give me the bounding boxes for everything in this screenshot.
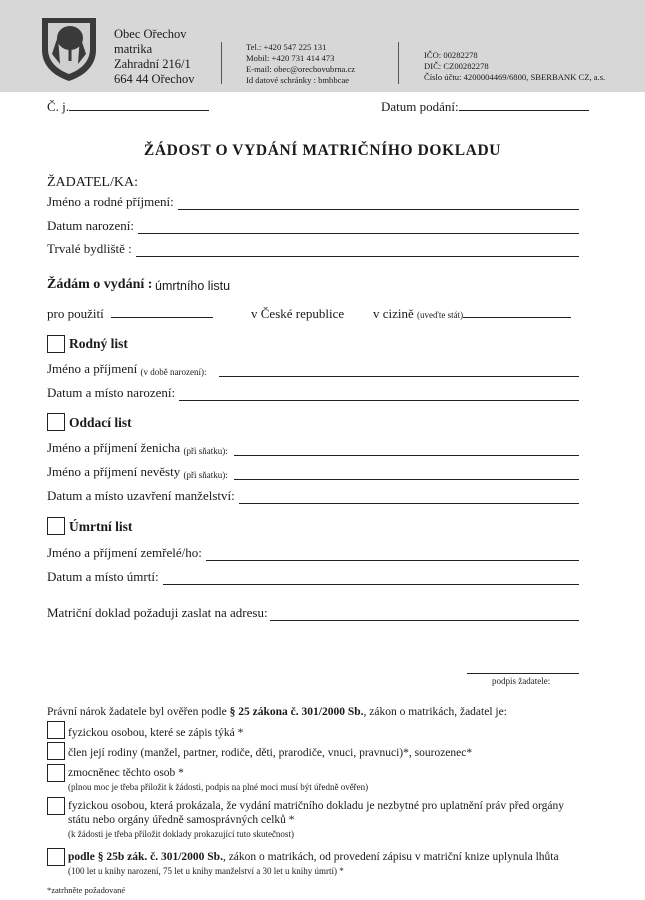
send-address-field[interactable] xyxy=(270,611,579,621)
birth-name-note: (v době narození): xyxy=(140,367,207,377)
office-address xyxy=(114,27,195,87)
letterhead xyxy=(0,0,645,92)
phone: Tel.: +420 547 225 131 xyxy=(246,42,327,52)
option-2 xyxy=(68,746,472,760)
submission-date-label: Datum podání: xyxy=(381,99,459,114)
org-city: 664 44 Ořechov xyxy=(114,72,195,86)
death-cert-title: Úmrtní list xyxy=(69,519,133,534)
org-street: Zahradní 216/1 xyxy=(114,57,191,71)
marriage-place-field[interactable] xyxy=(239,494,579,504)
applicant-birth-row xyxy=(47,218,579,234)
footnote: *zatrhněte požadované xyxy=(47,885,126,895)
org-name: Obec Ořechov xyxy=(114,27,187,41)
applicant-birth-field[interactable] xyxy=(138,224,579,234)
legal-statement xyxy=(47,706,507,718)
cj-label: Č. j. xyxy=(47,99,70,114)
request-value[interactable]: úmrtního listu xyxy=(155,279,231,293)
birth-name-label: Jméno a příjmení xyxy=(47,361,138,376)
marriage-place-label: Datum a místo uzavření manželství: xyxy=(47,488,235,503)
option-4-note: (k žádosti je třeba přiložit doklady prokazující tuto skutečnost) xyxy=(68,829,294,839)
use-cz[interactable]: v České republice xyxy=(251,306,345,321)
use-row xyxy=(47,306,213,322)
option-3-note: (plnou moc je třeba přiložit k žádosti, podpis na plné moci musí být úředně ověřen) xyxy=(68,782,369,792)
option-4-text: fyzickou osobou, která prokázala, že vydání matričního dokladu je nezbytné pro uplatnění práv před orgány xyxy=(68,800,565,812)
option-checkbox-2[interactable] xyxy=(47,742,65,760)
option-1 xyxy=(68,726,243,740)
birth-place-field[interactable] xyxy=(179,391,579,401)
mobile: Mobil: +420 731 414 473 xyxy=(246,53,335,63)
cj-field[interactable] xyxy=(69,101,209,111)
submission-date xyxy=(381,99,589,115)
dic: DIČ: CZ00282278 xyxy=(424,61,489,71)
org-dept: matrika xyxy=(114,42,153,56)
use-abroad xyxy=(373,306,571,322)
coat-of-arms-icon xyxy=(40,14,98,82)
abroad-field[interactable] xyxy=(463,308,571,318)
option-5-text: , zákon o matrikách, od provedení zápisu v matriční knize uplynula lhůta xyxy=(222,851,559,863)
applicant-name-field[interactable] xyxy=(178,200,579,210)
option-4 xyxy=(68,799,564,841)
death-place-field[interactable] xyxy=(163,575,579,585)
groom-field[interactable] xyxy=(234,446,579,456)
applicant-address-row xyxy=(47,241,579,257)
option-checkbox-3[interactable] xyxy=(47,764,65,782)
death-place-row xyxy=(47,569,579,585)
birth-name-row xyxy=(47,361,579,377)
divider xyxy=(221,42,222,84)
option-1-text: fyzickou osobou, které se zápis týká * xyxy=(68,727,244,739)
option-checkbox-4[interactable] xyxy=(47,797,65,815)
signature-line[interactable] xyxy=(467,673,579,674)
death-place-label: Datum a místo úmrtí: xyxy=(47,569,159,584)
deceased-name-row xyxy=(47,545,579,561)
bride-row xyxy=(47,464,579,480)
birth-cert-title: Rodný list xyxy=(69,336,128,351)
abroad-label: v cizině xyxy=(373,306,414,321)
email: E-mail: obec@orechovubrna.cz xyxy=(246,64,356,74)
option-3 xyxy=(68,766,368,794)
applicant-name-label: Jméno a rodné příjmení: xyxy=(47,194,174,209)
marriage-place-row xyxy=(47,488,579,504)
option-5-law: podle § 25b zák. č. 301/2000 Sb. xyxy=(68,851,223,863)
legal-suffix: , zákon o matrikách, žadatel je: xyxy=(363,706,507,718)
bank-account: Číslo účtu: 4200004469/6800, SBERBANK CZ, a.s. xyxy=(424,72,606,82)
marriage-cert-checkbox[interactable] xyxy=(47,413,65,431)
deceased-name-field[interactable] xyxy=(206,551,579,561)
use-label: pro použití xyxy=(47,306,104,321)
bride-note: (při sňatku): xyxy=(183,470,228,480)
contact-info xyxy=(246,42,355,86)
death-cert-checkbox[interactable] xyxy=(47,517,65,535)
option-checkbox-5[interactable] xyxy=(47,848,65,866)
abroad-note: (uveďte stát) xyxy=(417,310,464,320)
request-label: Žádám o vydání : xyxy=(47,277,153,292)
groom-row xyxy=(47,440,579,456)
company-ids xyxy=(424,50,605,83)
databox-id: Id datové schránky : bmbbcae xyxy=(246,75,350,85)
applicant-birth-label: Datum narození: xyxy=(47,218,134,233)
applicant-address-label: Trvalé bydliště : xyxy=(47,241,132,256)
applicant-address-field[interactable] xyxy=(136,247,579,257)
birth-name-field[interactable] xyxy=(219,367,580,377)
use-field[interactable] xyxy=(111,308,213,318)
option-3-text: zmocněnec těchto osob * xyxy=(68,767,184,779)
option-5-note: (100 let u knihy narození, 75 let u knihy manželství a 30 let u knihy úmrtí) * xyxy=(68,866,344,876)
groom-note: (při sňatku): xyxy=(183,446,228,456)
signature-label: podpis žadatele: xyxy=(492,676,551,686)
divider xyxy=(398,42,399,84)
ico: IČO: 00282278 xyxy=(424,50,478,60)
option-4-text-continued: státu nebo orgány úředně samosprávných celků * xyxy=(68,814,295,826)
applicant-name-row xyxy=(47,194,579,210)
birth-place-label: Datum a místo narození: xyxy=(47,385,176,400)
option-checkbox-1[interactable] xyxy=(47,721,65,739)
bride-field[interactable] xyxy=(234,470,579,480)
deceased-name-label: Jméno a příjmení zemřelé/ho: xyxy=(47,545,202,560)
send-address-row xyxy=(47,605,579,621)
legal-law: § 25 zákona č. 301/2000 Sb. xyxy=(229,706,364,718)
option-5 xyxy=(68,850,559,878)
reference-number xyxy=(47,99,209,115)
option-2-text: člen její rodiny (manžel, partner, rodiče, děti, prarodiče, vnuci, pravnuci)*, sourozenec* xyxy=(68,747,473,759)
bride-label: Jméno a příjmení nevěsty xyxy=(47,464,181,479)
marriage-cert-title: Oddací list xyxy=(69,415,132,430)
legal-prefix: Právní nárok žadatele byl ověřen podle xyxy=(47,706,230,718)
send-address-label: Matriční doklad požaduji zaslat na adresu: xyxy=(47,605,268,620)
birth-place-row xyxy=(47,385,579,401)
form-title: ŽÁDOST O VYDÁNÍ MATRIČNÍHO DOKLADU xyxy=(143,142,502,159)
submission-date-field[interactable] xyxy=(459,101,589,111)
birth-cert-checkbox[interactable] xyxy=(47,335,65,353)
applicant-heading: ŽADATEL/KA: xyxy=(47,175,138,190)
groom-label: Jméno a příjmení ženicha xyxy=(47,440,181,455)
